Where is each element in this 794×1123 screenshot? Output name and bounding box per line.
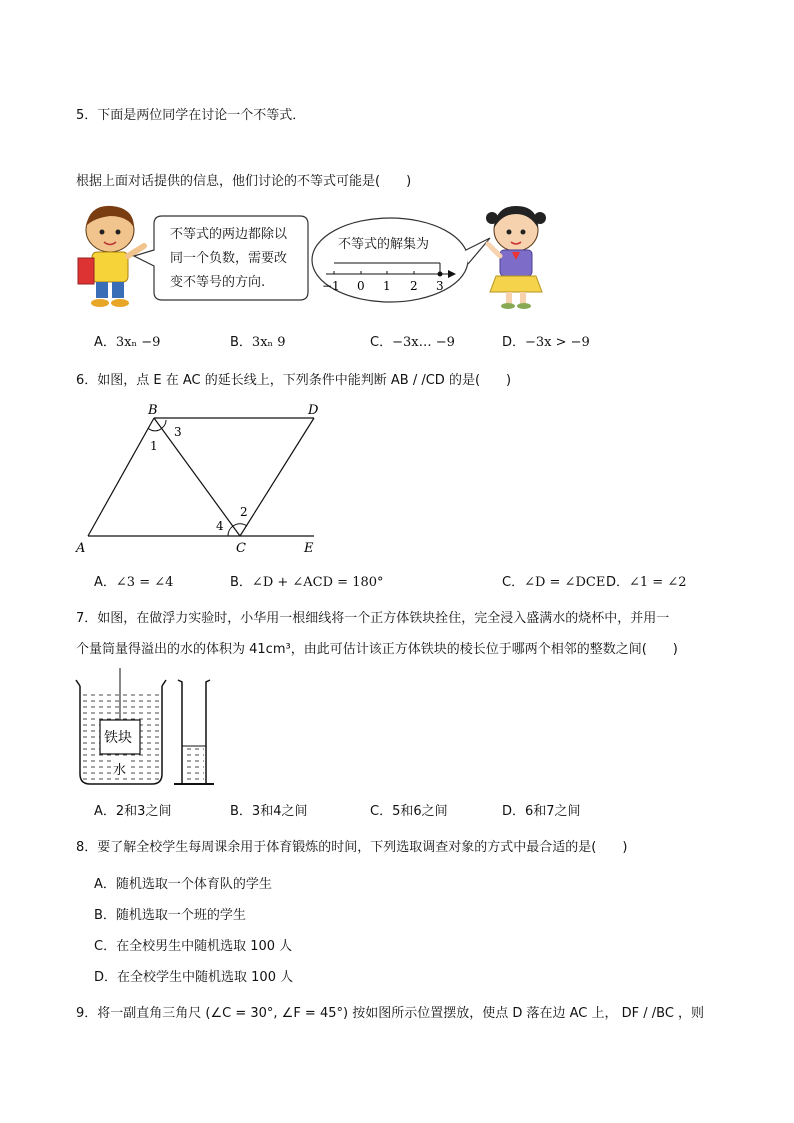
option-text: 随机选取一个班的学生	[115, 908, 246, 923]
option-text: 5和6之间	[392, 804, 448, 819]
q7-option-a[interactable]	[94, 800, 171, 819]
q7-stem-line-2: 个量筒量得溢出的水的体积为 41cm³，由此可估计该正方体铁块的棱长位于哪两个相邻的整数之间( )	[76, 642, 678, 657]
option-letter: A．	[94, 335, 116, 350]
label-E: E	[304, 541, 314, 556]
girl-bubble-text: 不等式的解集为	[338, 237, 430, 252]
q8-option-a[interactable]	[94, 873, 272, 892]
q5-option-c[interactable]	[370, 331, 455, 350]
option-letter: C．	[502, 575, 525, 590]
angle-label-3: 3	[174, 425, 182, 439]
q8-option-d[interactable]	[94, 966, 293, 985]
q7-option-c[interactable]	[370, 800, 448, 819]
option-letter: C．	[370, 335, 393, 350]
water-label: 水	[113, 763, 127, 778]
tick-3: 3	[436, 279, 444, 293]
angle-label-2: 2	[240, 505, 248, 519]
option-letter: C．	[370, 804, 393, 819]
q5-option-b[interactable]	[230, 331, 286, 350]
option-letter: D．	[502, 804, 526, 819]
option-text: 3xₙ 9	[251, 335, 286, 350]
q6-geometry-figure	[70, 400, 330, 560]
q8-option-b[interactable]	[94, 904, 246, 923]
option-letter: A．	[94, 575, 116, 590]
label-D: D	[308, 403, 319, 418]
q5-option-a[interactable]	[94, 331, 160, 350]
q5-prompt: 根据上面对话提供的信息，他们讨论的不等式可能是( )	[76, 174, 412, 189]
option-text: 在全校学生中随机选取 100 人	[117, 970, 294, 985]
q7-option-b[interactable]	[230, 800, 307, 819]
option-text: 3和4之间	[251, 804, 308, 819]
q7-beaker-figure	[74, 668, 224, 790]
option-text: ∠D = ∠DCE	[524, 575, 606, 590]
boy-bubble-line-1: 不等式的两边都除以	[170, 227, 288, 242]
q6-option-d[interactable]	[606, 571, 687, 590]
option-text: ∠1 = ∠2	[629, 575, 687, 590]
option-letter: C．	[94, 939, 117, 954]
angle-label-4: 4	[216, 519, 224, 533]
q7-stem-line-1: 7．如图，在做浮力实验时，小华用一根细线将一个正方体铁块拴住，完全浸入盛满水的烧杯中，并用一	[76, 611, 670, 626]
option-letter: D．	[502, 335, 526, 350]
option-letter: B．	[230, 804, 252, 819]
option-text: 6和7之间	[525, 804, 581, 819]
angle-label-1: 1	[150, 439, 158, 453]
q5-stem: 5．下面是两位同学在讨论一个不等式．	[76, 108, 306, 123]
option-text: 3xₙ −9	[115, 335, 161, 350]
option-text: 随机选取一个体育队的学生	[115, 877, 272, 892]
option-text: 2和3之间	[115, 804, 172, 819]
q6-option-a[interactable]	[94, 571, 173, 590]
option-text: −3x… −9	[392, 335, 455, 350]
q6-option-c[interactable]	[502, 571, 605, 590]
tick-neg1: −1	[322, 279, 340, 293]
label-C: C	[236, 541, 246, 556]
tick-1: 1	[383, 279, 391, 293]
option-letter: B．	[230, 575, 252, 590]
tick-0: 0	[357, 279, 365, 293]
tick-2: 2	[410, 279, 418, 293]
option-letter: D．	[606, 575, 630, 590]
q8-stem: 8．要了解全校学生每周课余用于体育锻炼的时间，下列选取调查对象的方式中最合适的是( )	[76, 840, 628, 855]
q8-option-c[interactable]	[94, 935, 292, 954]
option-letter: B．	[230, 335, 252, 350]
q7-option-d[interactable]	[502, 800, 581, 819]
q5-option-d[interactable]	[502, 331, 590, 350]
girl-illustration	[486, 206, 546, 309]
option-letter: A．	[94, 804, 116, 819]
option-letter: A．	[94, 877, 116, 892]
boy-bubble-line-3: 变不等号的方向.	[170, 275, 266, 290]
graduated-cylinder	[174, 680, 214, 784]
option-text: ∠3 = ∠4	[115, 575, 174, 590]
label-B: B	[148, 403, 158, 418]
q5-dialogue-figure	[70, 200, 560, 320]
option-letter: B．	[94, 908, 116, 923]
option-text: −3x > −9	[525, 335, 590, 350]
q6-stem: 6．如图，点 E 在 AC 的延长线上，下列条件中能判断 AB / /CD 的是( )	[76, 373, 512, 388]
q6-option-b[interactable]	[230, 571, 384, 590]
iron-block-label: 铁块	[104, 730, 132, 746]
boy-bubble-line-2: 同一个负数，需要改	[170, 251, 288, 266]
option-letter: D．	[94, 970, 118, 985]
label-A: A	[76, 541, 86, 556]
option-text: ∠D + ∠ACD = 180°	[251, 575, 384, 590]
q9-stem: 9．将一副直角三角尺 (∠C = 30°, ∠F = 45°) 按如图所示位置摆放，使点 D 落在边 AC 上， DF / /BC ，则	[76, 1006, 705, 1021]
option-text: 在全校男生中随机选取 100 人	[116, 939, 293, 954]
